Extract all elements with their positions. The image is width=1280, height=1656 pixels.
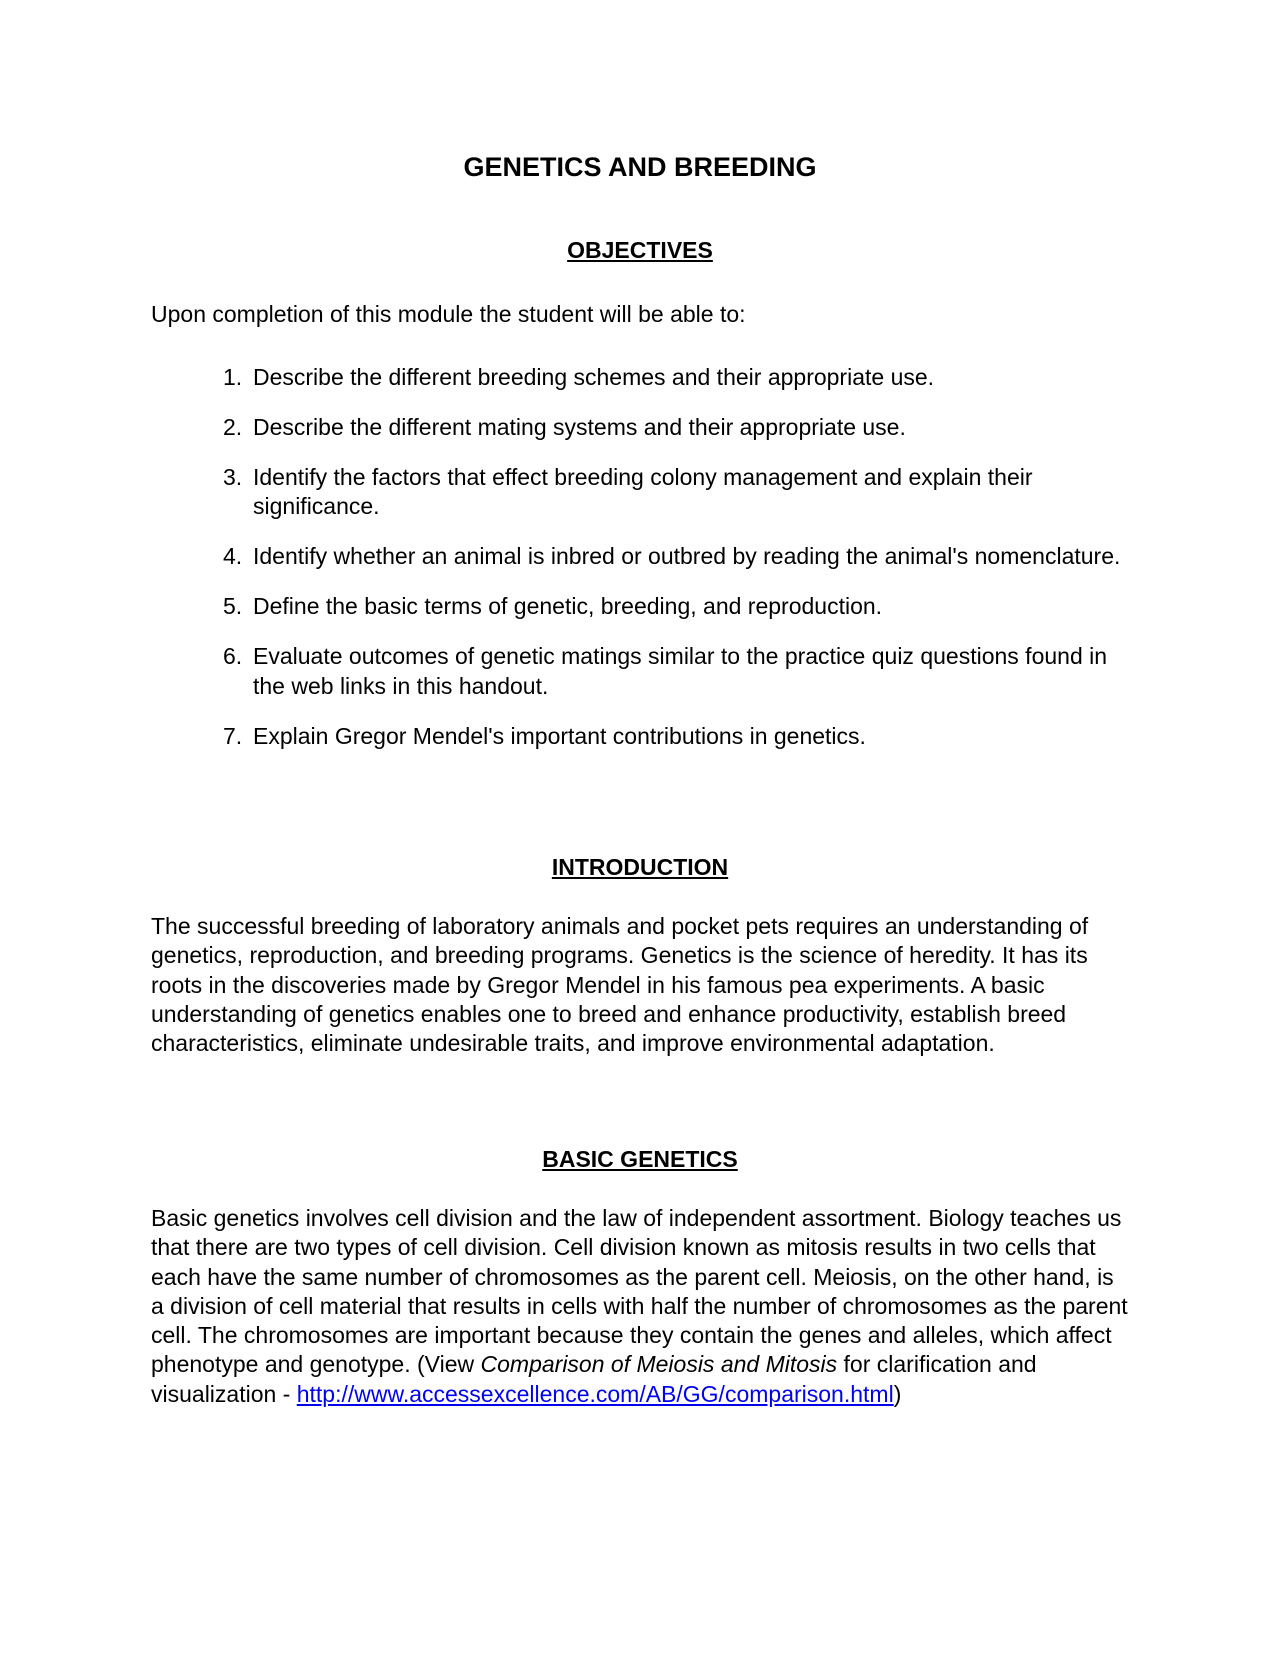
document-title: GENETICS AND BREEDING	[463, 152, 817, 182]
list-item-text: Define the basic terms of genetic, breeding, and reproduction.	[253, 593, 883, 620]
list-item-number: 1.	[223, 364, 243, 390]
introduction-paragraph: The successful breeding of laboratory animals and pocket pets requires an understanding of genetics, reproduction, and breeding programs. Genetics is the science of heredity. It has its roots in the discoveries made by Gregor Mendel in his famous pea experiments. A basic understanding of genetics enables one to breed and enhance productivity, establish breed characteristics, eliminate undesirable traits, and improve environmental adaptation.	[151, 913, 1089, 1057]
list-item-number: 3.	[223, 463, 243, 490]
list-item	[223, 363, 1133, 392]
list-item	[223, 722, 1133, 751]
objectives-heading: OBJECTIVES	[567, 237, 713, 263]
basic-genetics-body: Basic genetics involves cell division and the law of independent assortment. Biology teaches us that there are two types of cell division. Cell division known as mitosis results in two cells that each have the same number of chromosomes as the parent cell. Meiosis, on the other hand, is a division of cell material that results in cells with half the number of chromosomes as the parent cell. The chromosomes are important because they contain the genes and alleles, which affect phenotype and genotype.	[151, 1205, 1128, 1378]
view-suffix: for clarification and visualization -	[151, 1351, 1037, 1407]
list-item	[223, 413, 1133, 442]
comparison-link[interactable]: http://www.accessexcellence.com/AB/GG/comparison.html	[296, 1380, 894, 1407]
list-item-text: Identify whether an animal is inbred or outbred by reading the animal's nomenclature.	[253, 543, 1121, 570]
objectives-intro: Upon completion of this module the student will be able to:	[151, 301, 746, 327]
closing-paren: )	[893, 1380, 902, 1407]
list-item	[223, 642, 1133, 701]
list-item	[223, 542, 1133, 571]
list-item-text: Describe the different mating systems and their appropriate use.	[253, 413, 906, 440]
list-item-text: Explain Gregor Mendel's important contributions in genetics.	[253, 722, 866, 749]
list-item-number: 5.	[223, 593, 243, 620]
list-item-number: 4.	[223, 543, 243, 570]
list-item-number: 7.	[223, 722, 243, 749]
list-item-text: Evaluate outcomes of genetic matings similar to the practice quiz questions found in the web links in this handout.	[253, 643, 1108, 699]
list-item-text: Describe the different breeding schemes and their appropriate use.	[253, 364, 935, 390]
list-item	[223, 592, 1133, 621]
view-prefix: (View	[417, 1351, 481, 1378]
list-item	[223, 463, 1133, 522]
basic-genetics-paragraph	[151, 1204, 1131, 1409]
list-item-number: 2.	[223, 413, 243, 440]
reference-title: Comparison of Meiosis and Mitosis	[480, 1351, 838, 1378]
introduction-heading: INTRODUCTION	[551, 854, 729, 880]
basic-genetics-heading: BASIC GENETICS	[542, 1146, 738, 1172]
list-item-text: Identify the factors that effect breeding colony management and explain their significance.	[253, 463, 1033, 520]
objectives-list	[223, 363, 1133, 771]
list-item-number: 6.	[223, 643, 243, 670]
